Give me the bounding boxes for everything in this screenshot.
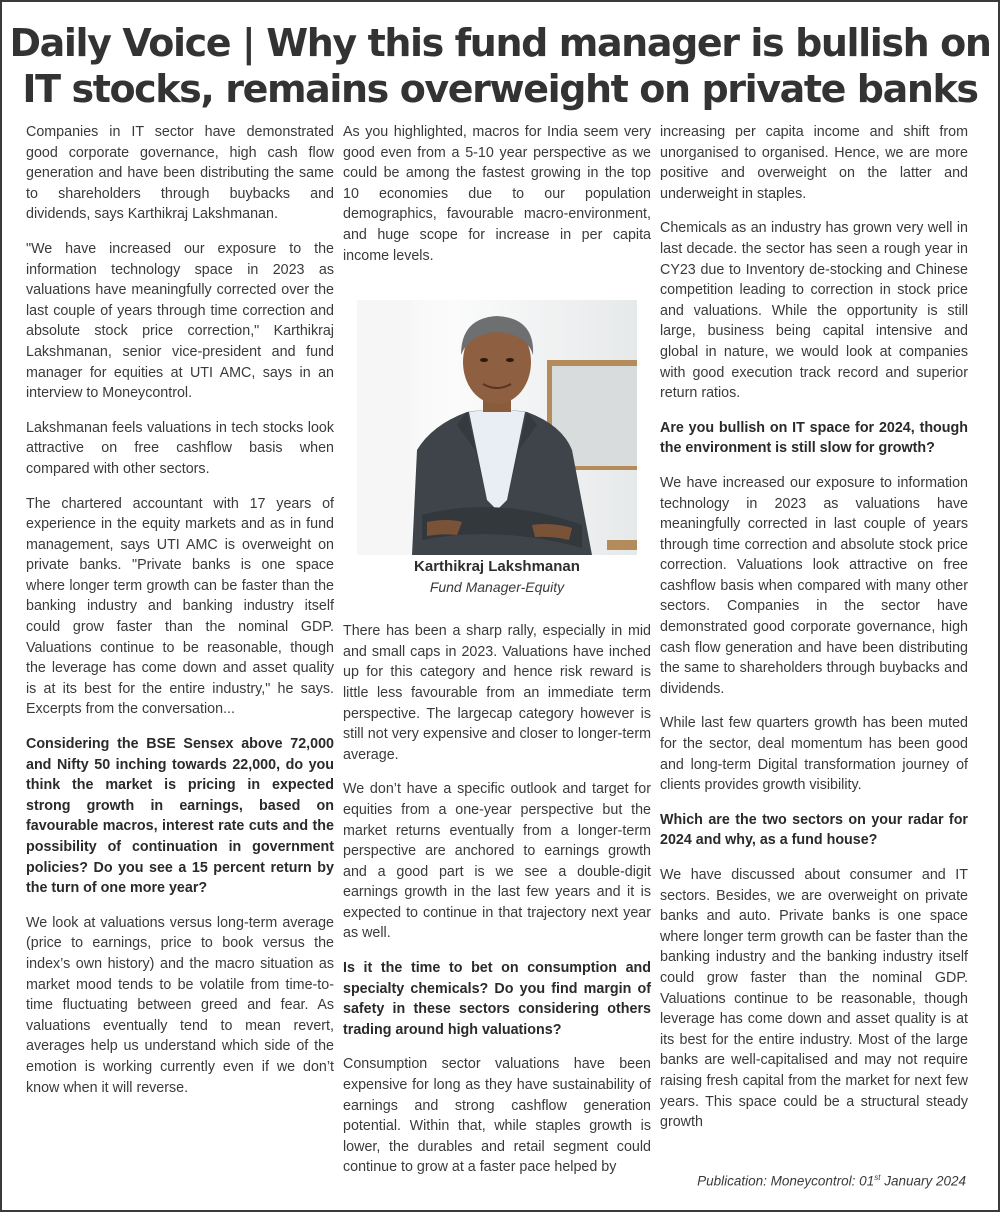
paragraph: Companies in IT sector have demonstrated good corporate governance, high cash flow generation and have been distributing the same to shareholders through buybacks and dividends, says Karthikraj Lakshmanan.: [26, 124, 334, 223]
column-middle: [343, 122, 651, 1192]
paragraph: Chemicals as an industry has grown very well in last decade. the sector has seen a rough year in CY23 due to Inventory de-stocking and Chinese competition leading to correction in stock price and valuations. While the opportunity is still large, business being capital intensive and global in nature, we would look at companies with good execution track record and superior return ratios.: [660, 220, 968, 402]
photo-caption-name: Karthikraj Lakshmanan: [414, 558, 580, 576]
paragraph: Lakshmanan feels valuations in tech stocks look attractive on free cashflow basis when compared with other sectors.: [26, 419, 334, 477]
paragraph: increasing per capita income and shift from unorganised to organised. Hence, we are more positive and overweight on the latter and underweight in staples.: [660, 124, 968, 202]
article-columns: [26, 122, 968, 1192]
interview-question: Which are the two sectors on your radar for 2024 and why, as a fund house?: [660, 811, 968, 849]
interview-question: Are you bullish on IT space for 2024, though the environment is still slow for growth?: [660, 419, 968, 457]
column-left: [26, 122, 334, 1192]
paragraph: We have increased our exposure to information technology in 2023 as valuations have meaningfully corrected in last couple of years through time correction and absolute stock price correction. Valuations look attractive on free cashflow basis when compared with many other sectors. Companies in the sector have demonstrated good corporate governance, high cash flow generation and have been distributing the same to shareholders through buybacks and dividends.: [660, 474, 968, 697]
paragraph: We don’t have a specific outlook and target for equities from a one-year perspective but the market returns eventually from a longer-term perspective are anchored to earnings growth and a good part is we see a double-digit earnings growth in the last few years and it is expected to continue in that trajectory next year as well.: [343, 781, 651, 942]
paragraph: As you highlighted, macros for India seem very good even from a 5-10 year perspective as we could be among the fastest growing in the top 10 economies due to our population demographics, favourable macro-environment, and huge scope for increase in per capita income levels.: [343, 124, 651, 264]
interview-question: Considering the BSE Sensex above 72,000 and Nifty 50 inching towards 22,000, do you think the market is pricing in expected strong growth in earnings, based on favourable macros, interest rate cuts and the possibility of continuation in government policies? Do you see a 15 percent return by the turn of one more year?: [26, 736, 334, 897]
paragraph: Consumption sector valuations have been expensive for long as they have sustainability of earnings and strong cashflow generation potential. Within that, while staples growth is lower, the durables and retail segment could continue to grow at a faster pace helped by: [343, 1056, 651, 1176]
paragraph: We look at valuations versus long-term average (price to earnings, price to book versus the index’s own history) and the macro situation as market mood tends to be volatile from time-to-time fluctuating between greed and fear. As valuations eventually tend to mean revert, averages help us understand which side of the emotion is working currently even if we don’t know when it will reverse.: [26, 914, 334, 1096]
publication-prefix: Publication: Moneycontrol: 01: [697, 1173, 875, 1188]
paragraph: "We have increased our exposure to the information technology space in 2023 as valuations have meaningfully corrected over the last couple of years through time correction and absolute stock price correction," Karthikraj Lakshmanan, senior vice-president and fund manager for equities at UTI AMC, says in an interview to Moneycontrol.: [26, 240, 334, 402]
publication-date: January 2024: [880, 1173, 966, 1188]
paragraph: There has been a sharp rally, especially in mid and small caps in 2023. Valuations have inched up for this category and hence risk reward is little less favourable from an immediate term perspective. The largecap category however is still not very expensive and closer to longer-term average.: [343, 623, 651, 763]
portrait-photo: [357, 300, 637, 555]
column-right: [660, 122, 968, 1192]
publication-credit: [697, 1173, 966, 1189]
publication-date-suffix: st: [874, 1172, 881, 1182]
paragraph: We have discussed about consumer and IT sectors. Besides, we are overweight on private banks and auto. Private banks is one space where longer term growth can be faster than the banking industry and the banking industry itself could grow faster than the nominal GDP. Valuations continue to be reasonable, though leverage has come down and asset quality is at its best for the entire industry. Most of the large banks are well-capitalised and may not require raising fresh capital from the market for next few years. This space could be a structural steady growth: [660, 867, 968, 1131]
photo-caption-role: Fund Manager-Equity: [429, 579, 565, 596]
portrait-figure: [343, 300, 651, 597]
headline: Daily Voice | Why this fund manager is bullish on IT stocks, remains overweight on private banks: [9, 21, 991, 111]
interview-question: Is it the time to bet on consumption and specialty chemicals? Do you find margin of safety in these sectors considering others trading around high valuations?: [343, 960, 651, 1038]
paragraph: While last few quarters growth has been muted for the sector, deal momentum has been good and long-term Digital transformation journey of clients provides growth visibility.: [660, 715, 968, 794]
paragraph: The chartered accountant with 17 years of experience in the equity markets and as in fund management, says UTI AMC is overweight on private banks. "Private banks is one space where longer term growth can be faster than the banking industry and banking industry itself could grow faster than the nominal GDP. Valuations continue to be reasonable, though the leverage has come down and asset quality is at its best for the entire industry," he says. Excerpts from the conversation...: [26, 495, 334, 718]
